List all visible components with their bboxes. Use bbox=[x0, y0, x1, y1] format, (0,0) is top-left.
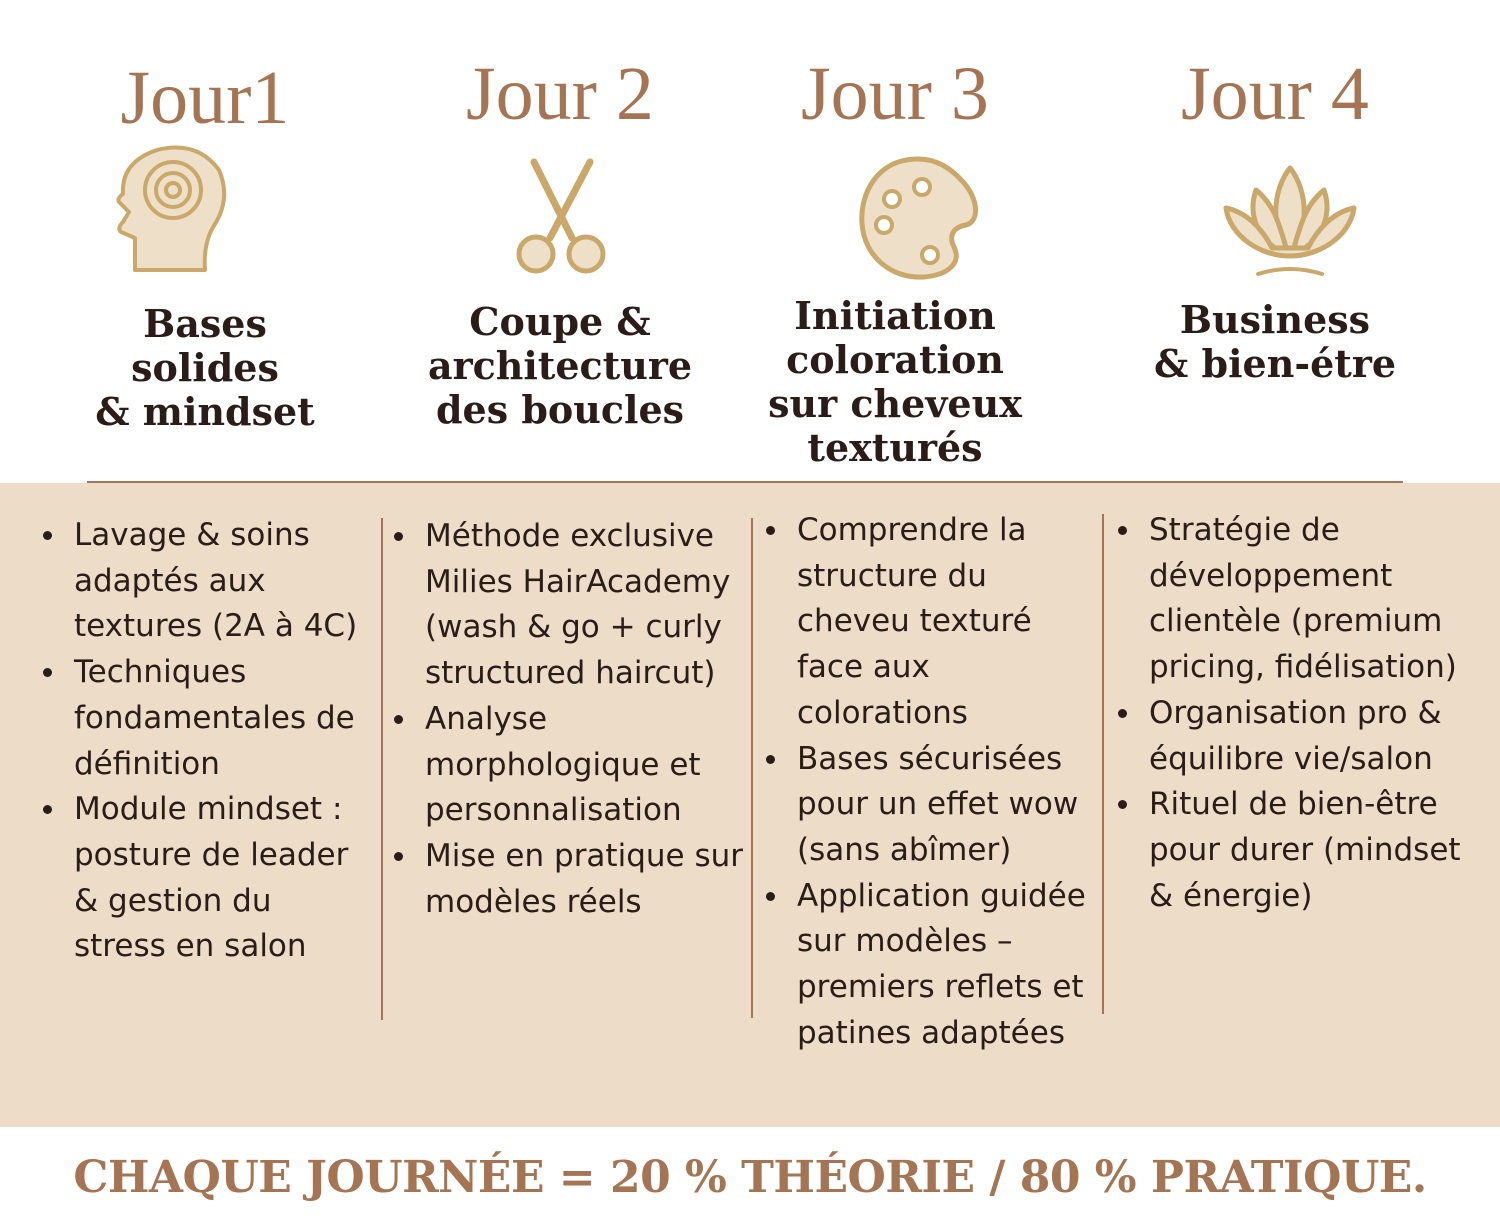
day-heading: Bases solides & mindset bbox=[95, 301, 315, 434]
day-heading: Business & bien-étre bbox=[1153, 297, 1397, 386]
list-item: Application guidée sur modèles – premiers reflets et patines adaptées bbox=[766, 874, 1096, 1057]
list-item: Lavage & soins adaptés aux textures (2A à 4C) bbox=[43, 513, 373, 650]
list-item: Méthode exclusive Milies HairAcademy (wash & go + curly structured haircut) bbox=[394, 514, 754, 697]
day-title: Jour1 bbox=[120, 56, 290, 140]
day-2-bullets bbox=[394, 514, 754, 925]
list-item: Comprendre la structure du cheveu texturé face aux colorations bbox=[766, 508, 1096, 737]
day-3-bullets bbox=[766, 508, 1096, 1056]
day-heading: Coupe & architecture des boucles bbox=[427, 299, 693, 432]
day-title: Jour 2 bbox=[466, 52, 654, 136]
day-4-header bbox=[1125, 0, 1425, 482]
day-title: Jour 4 bbox=[1181, 52, 1369, 136]
scissors-icon bbox=[512, 158, 608, 274]
list-item: Organisation pro & équilibre vie/salon bbox=[1118, 691, 1480, 782]
list-item: Techniques fondamentales de définition bbox=[43, 650, 373, 787]
list-item: Bases sécurisées pour un effet wow (sans abîmer) bbox=[766, 737, 1096, 874]
column-divider bbox=[381, 518, 383, 1020]
day-3-header bbox=[745, 0, 1045, 482]
list-item: Mise en pratique sur modèles réels bbox=[394, 834, 754, 925]
day-title: Jour 3 bbox=[801, 52, 989, 136]
day-1-bullets bbox=[43, 513, 373, 970]
column-divider bbox=[1102, 514, 1104, 1014]
footer-note: CHAQUE JOURNÉE = 20 % THÉORIE / 80 % PRATIQUE. bbox=[73, 1151, 1427, 1203]
day-heading: Initiation coloration sur cheveux texturés bbox=[768, 293, 1022, 470]
day-2-header bbox=[410, 0, 710, 482]
head-spiral-icon bbox=[115, 142, 230, 274]
list-item: Rituel de bien-être pour durer (mindset & énergie) bbox=[1118, 782, 1480, 919]
list-item: Module mindset : posture de leader & gestion du stress en salon bbox=[43, 787, 373, 970]
list-item: Stratégie de développement clientèle (premium pricing, fidélisation) bbox=[1118, 508, 1480, 691]
day-4-bullets bbox=[1118, 508, 1480, 919]
palette-icon bbox=[858, 155, 980, 282]
day-1-header bbox=[55, 0, 355, 482]
list-item: Analyse morphologique et personnalisation bbox=[394, 697, 754, 834]
lotus-icon bbox=[1222, 162, 1358, 282]
